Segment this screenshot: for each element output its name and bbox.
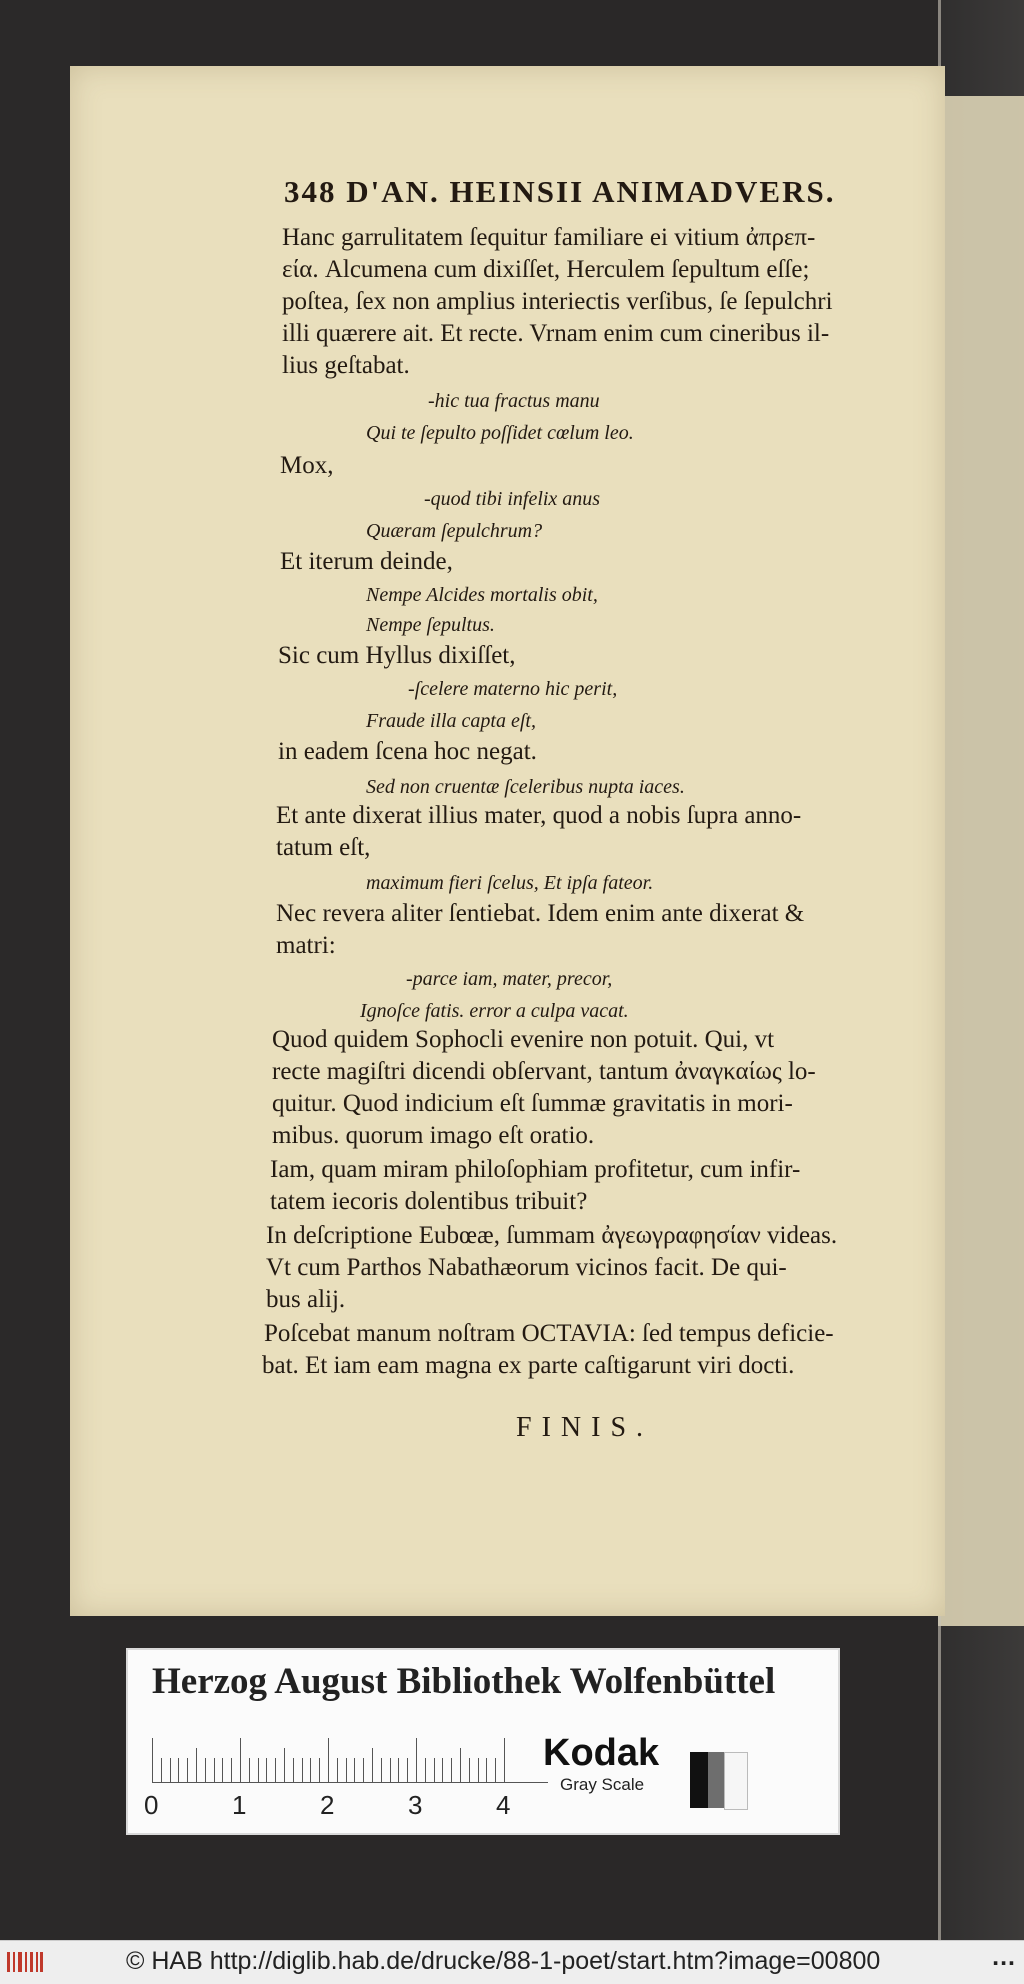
ruler-tick <box>495 1758 496 1782</box>
ruler-tick <box>416 1738 417 1782</box>
text-line: mibus. quorum imago eſt oratio. <box>272 1122 595 1149</box>
ruler-number: 0 <box>144 1790 159 1820</box>
ruler-tick <box>161 1758 162 1782</box>
ruler-tick <box>390 1758 391 1782</box>
ruler-tick <box>504 1738 505 1782</box>
ruler-tick <box>249 1758 250 1782</box>
ruler-tick <box>425 1758 426 1782</box>
ruler-tick <box>363 1758 364 1782</box>
text-line: Quod quidem Sophocli evenire non potuit. Qui, vt <box>272 1026 775 1053</box>
verse-line: Nempe Alcides mortalis obit, <box>366 584 598 606</box>
ruler-tick <box>284 1748 285 1782</box>
ruler-number: 3 <box>408 1790 423 1820</box>
verse-line: Sed non cruentæ ſceleribus nupta iaces. <box>366 776 685 798</box>
verse-line: Quæram ſepulchrum? <box>366 520 543 542</box>
ruler-tick <box>266 1758 267 1782</box>
verse-line: -hic tua fractus manu <box>428 390 600 412</box>
ruler-tick <box>319 1758 320 1782</box>
ruler-tick <box>354 1758 355 1782</box>
kodak-logo: Kodak <box>543 1732 660 1774</box>
ruler-number: 2 <box>320 1790 335 1820</box>
ruler-tick <box>222 1758 223 1782</box>
verse-line: -quod tibi infelix anus <box>424 488 601 510</box>
running-header: 348 D'AN. HEINSII ANIMADVERS. <box>284 174 836 209</box>
verse-line: -ſcelere materno hic perit, <box>408 678 618 700</box>
ruler-tick <box>486 1758 487 1782</box>
ruler-tick <box>187 1758 188 1782</box>
text-line: tatum eſt, <box>276 834 371 861</box>
barcode-icon <box>6 1949 44 1975</box>
ruler-tick <box>170 1758 171 1782</box>
text-line: matri: <box>276 932 336 959</box>
verse-line: Qui te ſepulto poſſidet cœlum leo. <box>366 422 634 444</box>
ruler-tick <box>451 1758 452 1782</box>
text-line: lius geſtabat. <box>282 352 410 379</box>
ruler-tick <box>293 1758 294 1782</box>
ruler-tick <box>346 1758 347 1782</box>
finis: FINIS. <box>516 1412 654 1443</box>
footer-bar <box>0 1940 1024 1984</box>
ruler-tick <box>178 1758 179 1782</box>
facing-page-edge <box>938 96 1024 1626</box>
ruler-tick <box>442 1758 443 1782</box>
text-line: Et ante dixerat illius mater, quod a nobis ſupra anno- <box>276 802 802 829</box>
ruler-tick <box>196 1748 197 1782</box>
ruler-tick <box>275 1758 276 1782</box>
ruler-number: 1 <box>232 1790 247 1820</box>
ruler-tick <box>205 1758 206 1782</box>
ruler-tick <box>152 1738 153 1782</box>
ruler-tick <box>372 1748 373 1782</box>
verse-line: Nempe ſepultus. <box>366 614 495 636</box>
text-line: poſtea, ſex non amplius interiectis verſibus, ſe ſepulchri <box>282 288 833 315</box>
text-line: Iam, quam miram philoſophiam profitetur, cum infir- <box>270 1156 801 1183</box>
text-line: εία. Alcumena cum dixiſſet, Herculem ſepultum eſſe; <box>282 256 810 283</box>
ruler-tick <box>302 1758 303 1782</box>
ruler-number: 4 <box>496 1790 511 1820</box>
text-line: Mox, <box>280 452 334 479</box>
verse-line: Fraude illa capta eſt, <box>366 710 536 732</box>
text-line: In deſcriptione Eubœæ, ſummam ἀγεωγραφησίαν videas. <box>266 1222 838 1249</box>
ruler-tick <box>310 1758 311 1782</box>
ruler-tick <box>469 1758 470 1782</box>
more-options-icon[interactable]: ... <box>992 1943 1016 1971</box>
text-line: Et iterum deinde, <box>280 548 453 575</box>
text-line: Poſcebat manum noſtram OCTAVIA: ſed tempus deficie- <box>264 1320 834 1347</box>
ruler-tick <box>258 1758 259 1782</box>
text-line: Hanc garrulitatem ſequitur familiare ei vitium ἀπρεπ- <box>282 224 816 251</box>
text-line: quitur. Quod indicium eſt ſummæ gravitatis in mori- <box>272 1090 793 1117</box>
ruler-tick <box>478 1758 479 1782</box>
ruler <box>152 1782 548 1783</box>
text-line: recte magiſtri dicendi obſervant, tantum ἀναγκαίως lo- <box>272 1058 816 1085</box>
footer-copyright-url[interactable]: © HAB http://diglib.hab.de/drucke/88-1-poet/start.htm?image=00800 <box>126 1947 881 1975</box>
verse-line: -parce iam, mater, precor, <box>406 968 613 990</box>
ruler-tick <box>434 1758 435 1782</box>
text-line: tatem iecoris dolentibus tribuit? <box>270 1188 588 1215</box>
gray-scale-label: Gray Scale <box>560 1775 645 1794</box>
text-line: illi quærere ait. Et recte. Vrnam enim cum cineribus il- <box>282 320 830 347</box>
verse-line: maximum fieri ſcelus, Et ipſa fateor. <box>366 872 654 894</box>
ruler-tick <box>328 1738 329 1782</box>
text-line: Sic cum Hyllus dixiſſet, <box>278 642 516 669</box>
ruler-tick <box>460 1748 461 1782</box>
book-page <box>70 66 945 1616</box>
text-line: bat. Et iam eam magna ex parte caſtigarunt viri docti. <box>262 1352 795 1379</box>
ruler-tick <box>398 1758 399 1782</box>
ruler-tick <box>337 1758 338 1782</box>
ruler-tick <box>381 1758 382 1782</box>
gray-swatch-white <box>724 1752 748 1810</box>
ruler-tick <box>214 1758 215 1782</box>
color-calibration-card <box>126 1648 840 1835</box>
ruler-tick <box>231 1758 232 1782</box>
library-name: Herzog August Bibliothek Wolfenbüttel <box>152 1661 776 1702</box>
verse-line: Ignoſce fatis. error a culpa vacat. <box>360 1000 629 1022</box>
gray-swatch-black <box>690 1752 708 1808</box>
text-line: bus alij. <box>266 1286 346 1313</box>
ruler-tick <box>240 1738 241 1782</box>
ruler-tick <box>407 1758 408 1782</box>
text-line: in eadem ſcena hoc negat. <box>278 738 537 765</box>
text-line: Nec revera aliter ſentiebat. Idem enim ante dixerat & <box>276 900 805 927</box>
text-line: Vt cum Parthos Nabathæorum vicinos facit. De qui- <box>266 1254 787 1281</box>
gray-swatch-mid <box>708 1752 724 1808</box>
